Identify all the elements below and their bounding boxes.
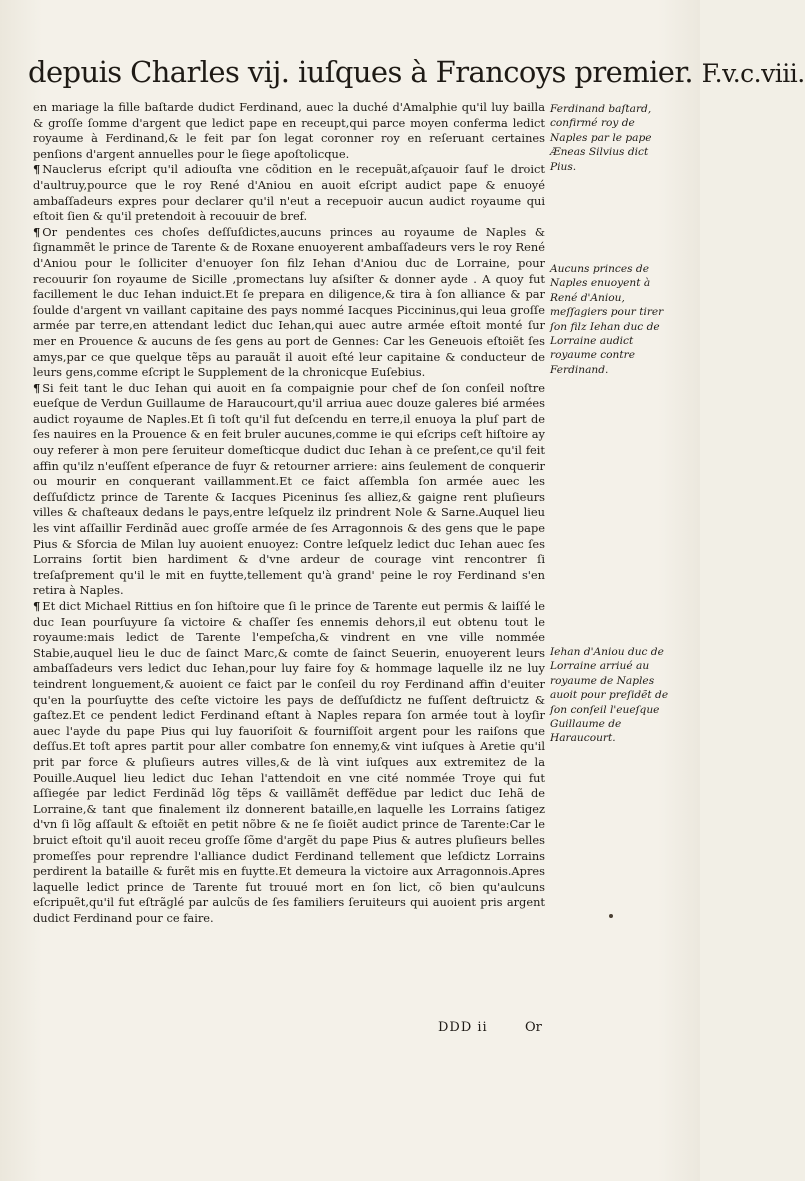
- paragraph-5: [33, 599, 545, 926]
- margin-note-2: Aucuns princes de Naples enuoyent à René d'Aniou, meſſagiers pour tirer ſon filz Iehan duc de Lorraine audict royaume contre Ferdinand.: [550, 263, 664, 376]
- paragraph-3: [33, 225, 545, 381]
- ink-speck: [609, 914, 613, 918]
- margin-note-1: Ferdinand baſtard, confirmé roy de Naples par le pape Æneas Silvius dict Pius.: [550, 103, 652, 173]
- paragraph-4-text: Si feit tant le duc Iehan qui auoit en ſa compaignie pour chef de ſon conſeil noſtre eueſque de Verdun Guillaume de Haraucourt,qu'il arriua auec douze galeres bié armées audict royaume de Naples.Et ſi toſt qu'il fut deſcendu en terre,il enuoya la pluſ part de ſes nauires en la Prouence & en feit bruler aucunes,comme ie qui eſcrips ceſt hiſtoire ay ouy referer à mon pere ſeruiteur domeſticque dudict duc Iehan à ce preſent,ce qu'il feit affin qu'ilz n'euſſent eſperance de fuyr & retourner arriere: ains ſeulement de conquerir ou mourir en conquerant vaillamment.Et ce faict aſſembla ſon armée auec les deſſuſdictz prince de Tarente & Iacques Piceninus ſes alliez,& gaigne rent pluſieurs villes & chaſteaux dedans le pays,entre leſquelz ilz prindrent Nole & Sarne.Auquel lieu les vint aſſaillir Ferdinãd auec groſſe armée de ſes Arragonnois & des gens que le pape Pius & Sforcia de Milan luy auoient enuoyez: Contre leſquelz ledict duc Iehan auec ſes Lorrains ſortit bien hardiment & d'vne ardeur de courage vint rencontrer ſi treſaſprement qu'il le mit en fuytte,tellement qu'à grand' peine le roy Ferdinand s'en retira à Naples.: [33, 380, 545, 598]
- main-text-column: [33, 100, 545, 926]
- pilcrow-icon: ¶: [33, 162, 41, 177]
- catchword: Or: [525, 1020, 542, 1035]
- paragraph-5-text: Et dict Michael Rittius en ſon hiſtoire que ſi le prince de Tarente eut permis & laiſſé le duc Iean pourſuyure ſa victoire & chaſſer ſes ennemis dehors,il eut obtenu tout le royaume:mais ledict de Tarente l'empeſcha,& vindrent en vne ville nommée Stabie,auquel lieu le duc de ſainct Marc,& comte de ſainct Seuerin, enuoyerent leurs ambaſſadeurs vers ledict duc Iehan,pour luy faire foy & hommage laquelle ilz ne luy teindrent longuement,& auoient ce faict par le conſeil du roy Ferdinand affin d'euiter qu'en la pourſuytte des ceſte victoire les pays de deſſuſdictz ne fuſſent deſtruictz & gaſtez.Et ce pendent ledict Ferdinand eſtant à Naples repara ſon armée tout à loyſir auec l'ayde du pape Pius qui luy fauoriſoit & fourniſſoit argent pour les raiſons que deſſus.Et toſt apres partit pour aller combatre ſon ennemy,& vint iuſques à Aretie qu'il prit par force & pluſieurs autres villes,& de là vint iuſques aux extremitez de la Pouille.Auquel lieu ledict duc Iehan l'attendoit en vne cité nommée Troye qui fut aſſiegée par ledict Ferdinãd lõg tẽps & vaillãmẽt deffẽdue par ledict duc Iehã de Lorraine,& tant que finalement ilz donnerent bataille,en laquelle les Lorrains ſatigez d'vn ſi lõg aſſault & eſtoiẽt en petit nõbre & ne ſe ſioiẽt audict prince de Tarente:Car le bruict eſtoit qu'il auoit receu groſſe ſõme d'argẽt du pape Pius & autres pluſieurs belles promeſſes pour reprendre l'alliance dudict Ferdinand tellement que leſdictz Lorrains perdirent la bataille & furẽt mis en fuytte.Et demeura la victoire aux Arragonnois.Apres laquelle ledict prince de Tarente fut trouué mort en ſon lict, cõ bien qu'aulcuns eſcripuẽt,qu'il fut eſtrãglé par aulcũs de ſes familiers ſeruiteurs qui auoient pris argent dudict Ferdinand pour ce faire.: [33, 599, 545, 925]
- paragraph-2: [33, 162, 545, 224]
- running-header: [28, 52, 805, 92]
- paragraph-3-text: Or pendentes ces choſes deſſuſdictes,aucuns princes au royaume de Naples & ſignammẽt le prince de Tarente & de Roxane enuoyerent ambaſſadeurs vers le roy René d'Aniou pour le ſolliciter d'enuoyer ſon filz Iehan d'Aniou duc de Lorraine, pour recouurir ſon royaume de Sicille ,promectans luy aſsiſter & donner ayde . A quoy fut facillement le duc Iehan induict.Et ſe prepara en diligence,& tira à ſon alliance & par ſoulde d'argent vn vaillant capitaine des pays nommé Iacques Piccininus,qui leua groſſe armée par terre,en attendant ledict duc Iehan,qui auec autre armée eſtoit monté ſur mer en Prouence & aucuns de ſes gens au port de Gennes: Car les Geneuois eſtoiẽt ſes amys,par ce que quelque tẽps au parauãt il auoit eſté leur capitaine & conducteur de leurs gens,comme eſcript le Supplement de la chronicque Euſebius.: [33, 224, 545, 380]
- pilcrow-icon: ¶: [33, 599, 41, 613]
- margin-note-3: Iehan d'Aniou duc de Lorraine arriué au royaume de Naples auoit pour preſidẽt de ſon conſeil l'eueſque Guillaume de Haraucourt.: [550, 646, 669, 745]
- signature-mark: DDD ii: [438, 1020, 488, 1035]
- pilcrow-icon: ¶: [33, 224, 41, 239]
- running-title: depuis Charles vij. iuſques à Francoys premier.: [28, 55, 694, 89]
- pilcrow-icon: ¶: [33, 380, 41, 395]
- paragraph-2-text: Nauclerus eſcript qu'il adiouſta vne cõdition en le recepuãt,aſçauoir ſauf le droict d'aultruy,pource que le roy René d'Aniou en auoit eſcript audict pape & enuoyé ambaſſadeurs expres pour declarer qu'il n'eut a recepuoir aucun audict royaume qui eſtoit ſien & qu'il pretendoit à recouuir de bref.: [33, 162, 545, 224]
- folio-number: F.v.c.viii.: [701, 59, 805, 88]
- paragraph-4: [33, 381, 545, 599]
- paragraph-1: en mariage la fille baſtarde dudict Ferdinand, auec la duché d'Amalphie qu'il luy bailla & groſſe ſomme d'argent que ledict pape en receupt,qui parce moyen conferma ledict royaume à Ferdinand,& le feit par ſon legat coronner roy en reſeruant certaines penſions d'argent annuelles pour le ſiege apoſtolicque.: [33, 100, 545, 161]
